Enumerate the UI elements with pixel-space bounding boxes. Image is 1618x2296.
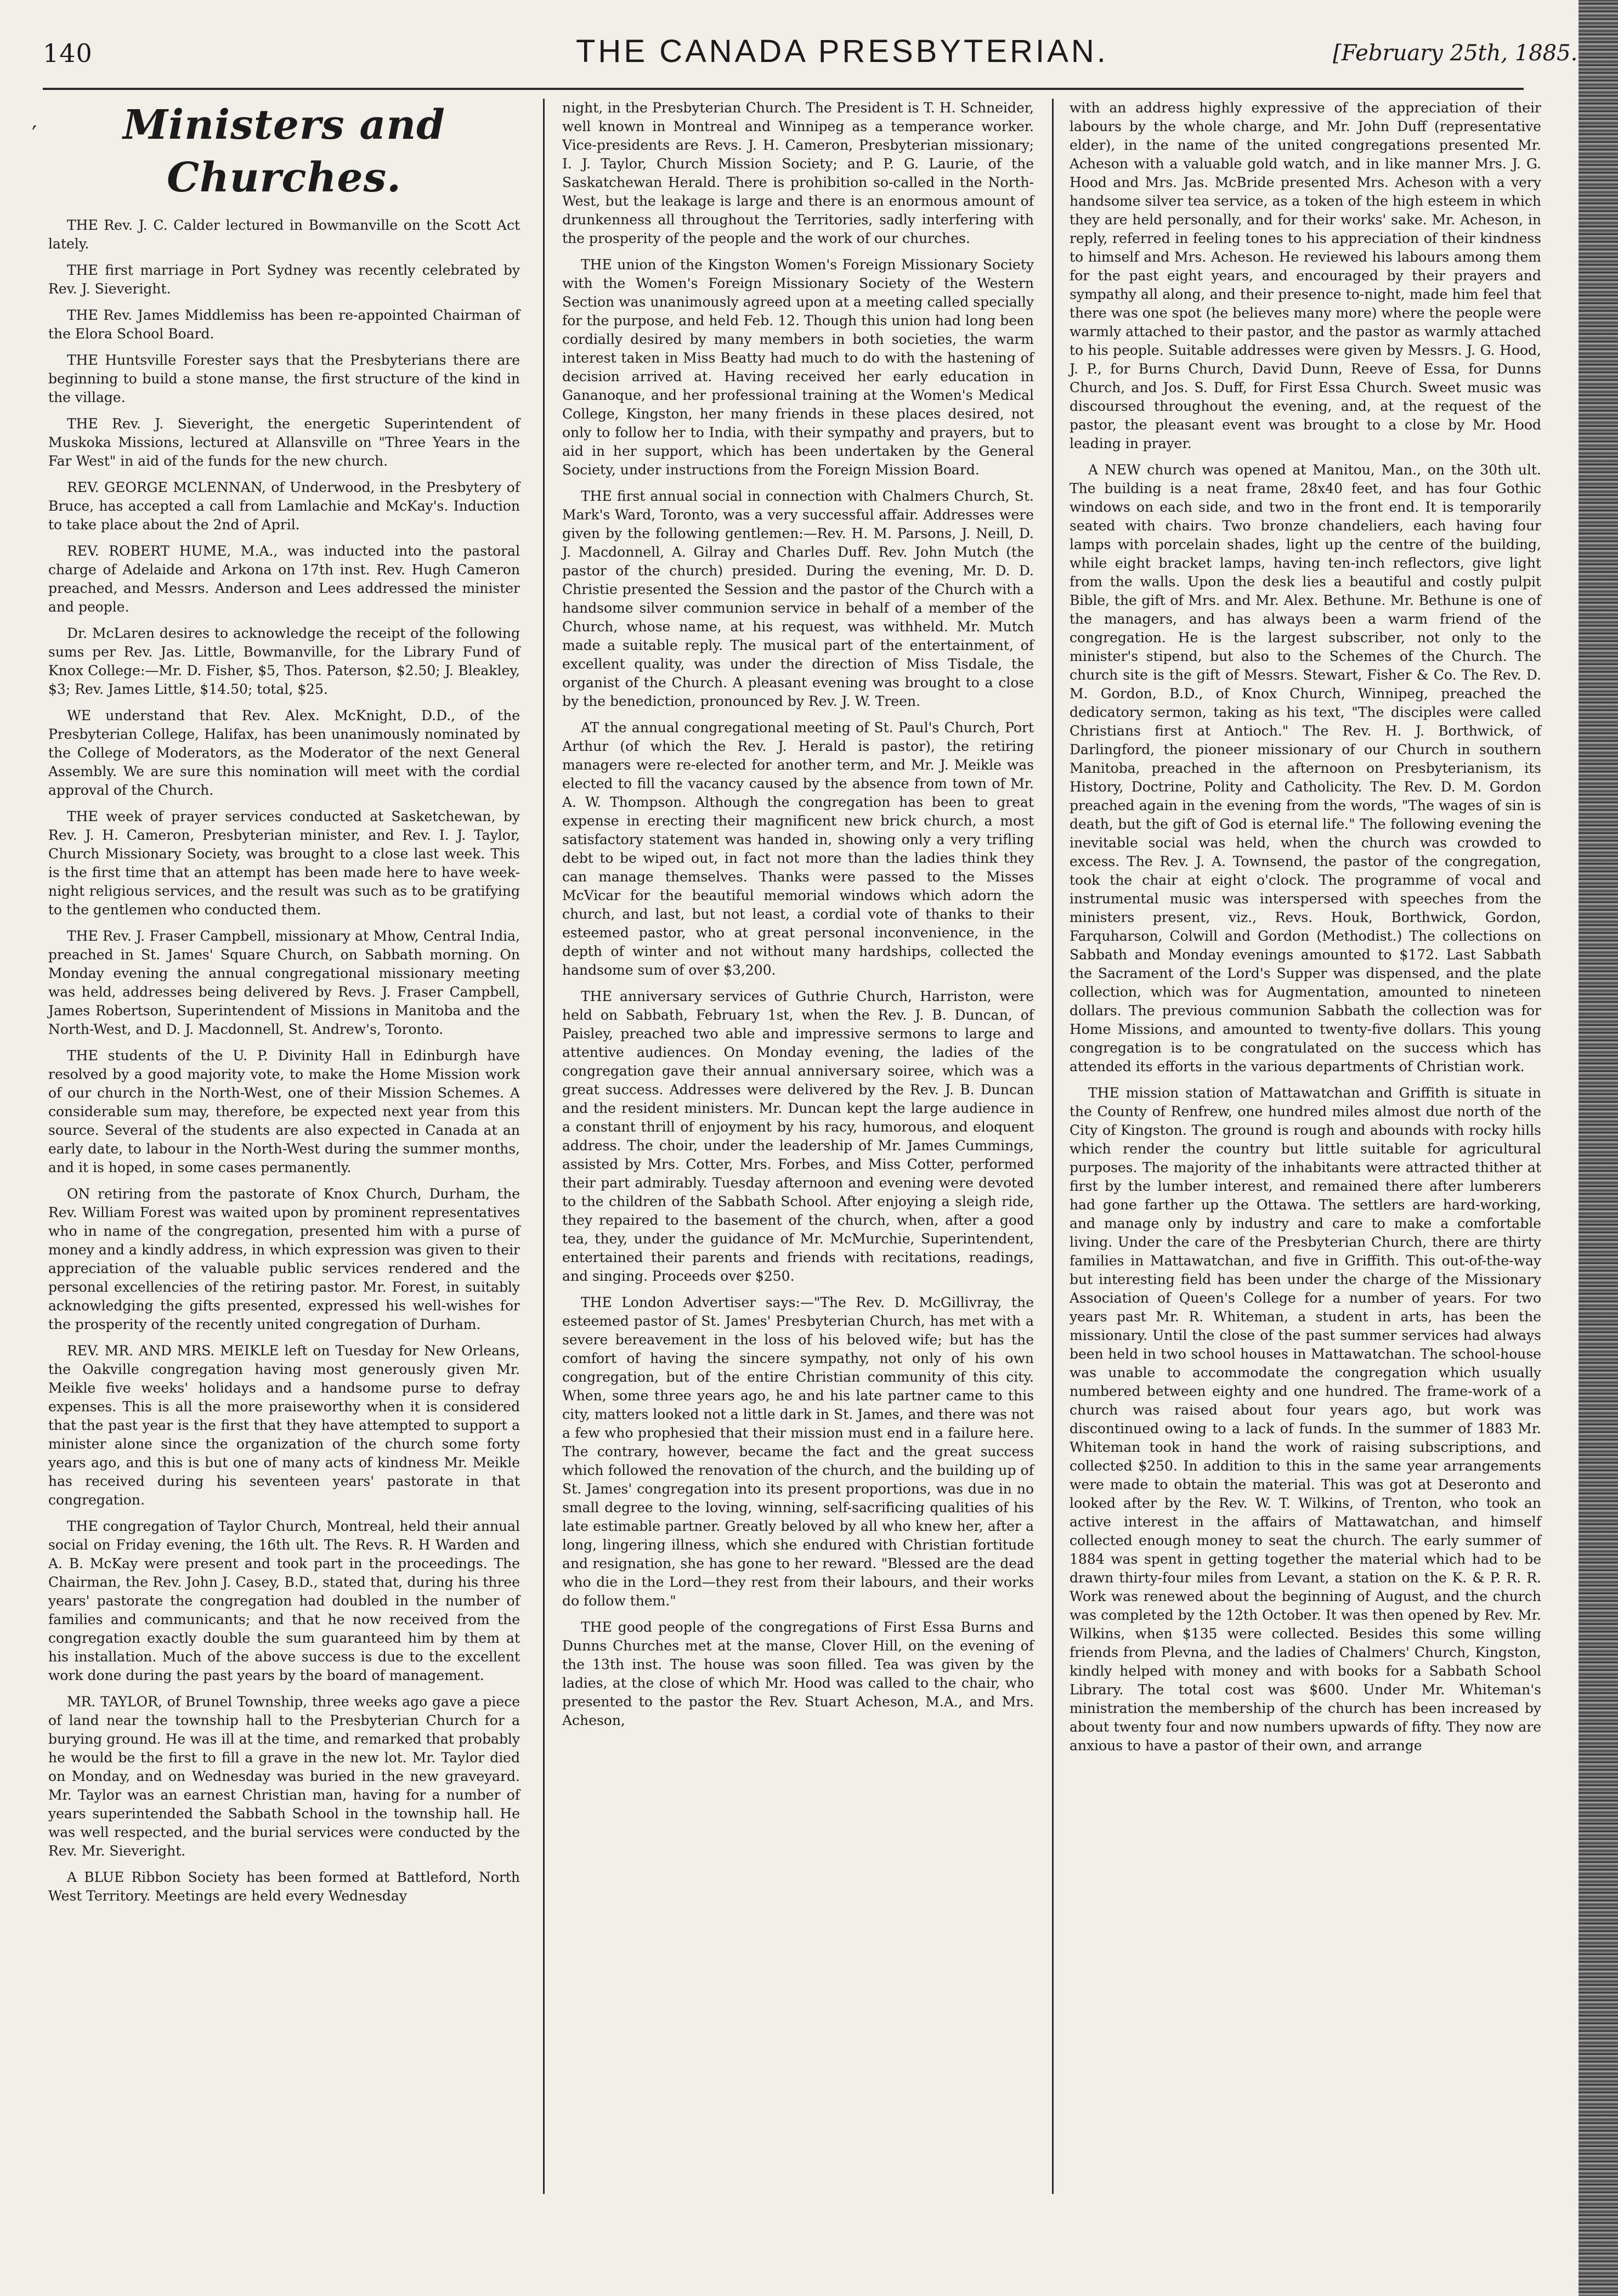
publication-title: THE CANADA PRESBYTERIAN.	[576, 33, 1108, 69]
article-paragraph: THE anniversary services of Guthrie Church, Harriston, were held on Sabbath, February 1st, when the Rev. J. B. Duncan, of Paisley, preached two able and impressive sermons to large and attentive audiences. On Monday evening, the ladies of the congregation gave their annual anniversary soiree, which was a great success. Addresses were delivered by the Rev. J. B. Duncan and the resident ministers. Mr. Duncan kept the large audience in a constant thrill of enjoyment by his racy, humorous, and eloquent address. The choir, under the leadership of Mr. James Cummings, assisted by Mrs. Cotter, Mrs. Forbes, and Miss Cotter, performed their part admirably. Tuesday afternoon and evening were devoted to the children of the Sabbath School. After enjoying a sleigh ride, they repaired to the basement of the church, when, after a good tea, they, under the guidance of Mr. McMurchie, Superintendent, entertained their parents and friends with recitations, readings, and singing. Proceeds over $250.	[562, 988, 1034, 1284]
article-paragraph: THE first annual social in connection with Chalmers Church, St. Mark's Ward, Toronto, was a very successful affair. Addresses were given by the following gentlemen:—Rev. H. M. Parsons, J. Neill, D. J. Macdonnell, A. Gilray and Charles Duff. Rev. John Mutch (the pastor of the church) presided. During the evening, Mr. D. D. Christie presented the Session and the pastor of the Church with a handsome silver communion service in behalf of a member of the Church, whose name, at his request, was withheld. Mr. Mutch made a suitable reply. The musical part of the entertainment, of excellent quality, was under the direction of Miss Tisdale, the organist of the Church. A pleasant evening was brought to a close by the benediction, pronounced by Rev. J. W. Treen.	[562, 488, 1034, 709]
column-1	[48, 99, 520, 1913]
column-rule-1	[543, 99, 545, 2194]
article-paragraph: THE London Advertiser says:—"The Rev. D. McGillivray, the esteemed pastor of St. James' Presbyterian Church, has met with a severe bereavement in the loss of his beloved wife; but has the comfort of having the sincere sympathy, not only of his own congregation, but of the entire Christian community of this city. When, some three years ago, he and his late partner came to this city, matters looked not a little dark in St. James, and there was not a few who prophesied that their mission must end in a failure here. The contrary, however, became the fact and the great success which followed the renovation of the church, and the building up of St. James' congregation into its present proportions, was due in no small degree to the loving, winning, self-sacrificing qualities of his late estimable partner. Greatly beloved by all who knew her, after a long, lingering illness, which she endured with Christian fortitude and resignation, she has gone to her reward. "Blessed are the dead who die in the Lord—they rest from their labours, and their works do follow them."	[562, 1294, 1034, 1609]
column-3	[1070, 99, 1541, 1763]
article-paragraph: with an address highly expressive of the appreciation of their labours by the whole charge, and Mr. John Duff (representative elder), in the name of the united congregations presented Mr. Acheson with a valuable gold watch, and in like manner Mrs. J. G. Hood and Mrs. Jas. McBride presented Mrs. Acheson with a very handsome silver tea service, as a token of the high esteem in which they are held personally, and for their works' sake. Mr. Acheson, in reply, referred in feeling tones to his appreciation of their kindness to himself and Mrs. Acheson. He reviewed his labours among them for the past eight years, and encouraged by their prayers and sympathy all along, and their presence to-night, made him feel that there was one spot (he believes many more) where the people were warmly attached to their pastor, and the pastor as warmly attached to his people. Suitable addresses were given by Messrs. J. G. Hood, J. P., for Burns Church, David Dunn, Reeve of Essa, for Dunns Church, and Jos. S. Duff, for First Essa Church. Sweet music was discoursed throughout the evening, and, at the request of the pastor, the pleasant event was brought to a close by Mr. Hood leading in prayer.	[1070, 100, 1541, 451]
article-paragraph: THE Huntsville Forester says that the Presbyterians there are beginning to build a stone manse, the first structure of the kind in the village.	[48, 352, 520, 405]
scan-edge	[1579, 0, 1618, 2296]
article-paragraph: THE congregation of Taylor Church, Montreal, held their annual social on Friday evening, the 16th ult. The Revs. R. H Warden and A. B. McKay were present and took part in the proceedings. The Chairman, the Rev. John J. Casey, B.D., stated that, during his three years' pastorate the congregation had doubled in the number of families and communicants; and that he now received from the congregation exactly double the sum guaranteed him by them at his installation. Much of the above success is due to the excellent work done during the past years by the board of management.	[48, 1518, 520, 1683]
article-paragraph: THE students of the U. P. Divinity Hall in Edinburgh have resolved by a good majority vote, to make the Home Mission work of our church in the North-West, one of their Mission Schemes. A considerable sum may, therefore, be expected next year from this source. Several of the students are also expected in Canada at an early date, to labour in the North-West during the summer months, and it is hoped, in some cases permanently.	[48, 1048, 520, 1175]
article-paragraph: A BLUE Ribbon Society has been formed at Battleford, North West Territory. Meetings are held every Wednesday	[48, 1869, 520, 1904]
article-paragraph: THE Rev. J. Sieveright, the energetic Superintendent of Muskoka Missions, lectured at Allansville on "Three Years in the Far West" in aid of the funds for the new church.	[48, 416, 520, 469]
article-paragraph: THE union of the Kingston Women's Foreign Missionary Society with the Women's Foreign Missionary Society of the Western Section was unanimously agreed upon at a meeting called specially for the purpose, and held Feb. 12. Though this union had long been cordially desired by many members in both societies, the warm interest taken in Miss Beatty had much to do with the hastening of decision arrived at. Having received her early education in Gananoque, and her professional training at the Women's Medical College, Kingston, her many friends in these places desired, not only to follow her to India, with their sympathy and prayers, but to aid in her support, which has been undertaken by the General Society, under instructions from the Foreign Mission Board.	[562, 257, 1034, 478]
article-paragraph: THE Rev. J. Fraser Campbell, missionary at Mhow, Central India, preached in St. James' Square Church, on Sabbath morning. On Monday evening the annual congregational missionary meeting was held, addresses being delivered by Revs. J. Fraser Campbell, James Robertson, Superintendent of Missions in Manitoba and the North-West, and D. J. Macdonnell, St. Andrew's, Toronto.	[48, 928, 520, 1037]
article-paragraph: THE first marriage in Port Sydney was recently celebrated by Rev. J. Sieveright.	[48, 262, 520, 297]
article-paragraph: ON retiring from the pastorate of Knox Church, Durham, the Rev. William Forest was waited upon by prominent representatives who in name of the congregation, presented him with a purse of money and a kindly address, in which expression was given to their appreciation of the valuable public services rendered and the personal excellencies of the retiring pastor. Mr. Forest, in suitably acknowledging the gifts presented, expressed his well-wishes for the prosperity of the recently united congregation of Durham.	[48, 1186, 520, 1332]
article-paragraph: A NEW church was opened at Manitou, Man., on the 30th ult. The building is a neat frame, 28x40 feet, and has four Gothic windows on each side, and two in the front end. It is temporarily seated with chairs. Two bronze chandeliers, each having four lamps with porcelain shades, light up the centre of the building, while eight bracket lamps, having ten-inch reflectors, give light from the walls. Upon the desk lies a beautiful and costly pulpit Bible, the gift of Mrs. and Mr. Alex. Bethune. Mr. Bethune is one of the managers, and has always been a warm friend of the congregation. He is the largest subscriber, not only to the minister's stipend, but also to the Schemes of the Church. The church site is the gift of Messrs. Stewart, Fisher & Co. The Rev. D. M. Gordon, B.D., of Knox Church, Winnipeg, preached the dedicatory sermon, taking as his text, "The disciples were called Christians first at Antioch." The Rev. H. J. Borthwick, of Darlingford, the pioneer missionary of our Church in southern Manitoba, preached in the afternoon on Presbyterianism, its History, Doctrine, Polity and Catholicity. The Rev. D. M. Gordon preached again in the evening from the words, "The wages of sin is death, but the gift of God is eternal life." The following evening the inevitable social was held, when the church was crowded to excess. The Rev. J. A. Townsend, the pastor of the congregation, took the chair at eight o'clock. The programme of vocal and instrumental music was interspersed with speeches from the ministers present, viz., Revs. Houk, Borthwick, Gordon, Farquharson, Colwill and Gordon (Methodist.) The collections on Sabbath and Monday evenings amounted to $172. Last Sabbath the Sacrament of the Lord's Supper was dispensed, and the plate collection, which was for Augmentation, amounted to nineteen dollars. The previous communion Sabbath the collection was for Home Missions, and amounted to twenty-five dollars. This young congregation is to be congratulated on the success which has attended its efforts in the various departments of Christian work.	[1070, 462, 1541, 1075]
article-paragraph: THE mission station of Mattawatchan and Griffith is situate in the County of Renfrew, one hundred miles almost due north of the City of Kingston. The ground is rough and abounds with rocky hills which render the country but little suitable for agricultural purposes. The majority of the inhabitants were attracted thither at first by the lumber interest, and remained there after lumberers had gone farther up the Ottawa. The settlers are hard-working, and manage only by industry and care to make a comfortable living. Under the care of the Presbyterian Church, there are thirty families in Mattawatchan, and five in Griffith. This out-of-the-way but interesting field has been under the charge of the Missionary Association of Queen's College for a number of years. For two years past Mr. R. Whiteman, a student in arts, has been the missionary. Until the close of the past summer services had always been held in two school houses in Mattawatchan. The school-house was unable to accommodate the congregation which usually numbered between eighty and one hundred. The frame-work of a church was raised about four years ago, but work was discontinued owing to a lack of funds. In the summer of 1883 Mr. Whiteman took in hand the work of raising subscriptions, and collected $250. In addition to this in the same year arrangements were made to obtain the material. This was got at Deseronto and looked after by the Rev. W. T. Wilkins, of Trenton, who took an active interest in the affairs of Mattawatchan, and himself collected enough money to seat the church. The early summer of 1884 was spent in getting together the material which had to be drawn thirty-four miles from Levant, a station on the K. & P. R. R. Work was renewed about the beginning of August, and the church was completed by the 12th October. It was then opened by Rev. Mr. Wilkins, when $135 were collected. Besides this some willing friends from Plevna, and the ladies of Chalmers' Church, Kingston, kindly helped with money and with books for a Sabbath School Library. The total cost was $600. Under Mr. Whiteman's ministration the membership of the church has been increased by about twenty four and now numbers upwards of fifty. They now are anxious to have a pastor of their own, and arrange	[1070, 1085, 1541, 1754]
article-paragraph: Dr. McLaren desires to acknowledge the receipt of the following sums per Rev. Jas. Little, Bowmanville, for the Library Fund of Knox College:—Mr. D. Fisher, $5, Thos. Paterson, $2.50; J. Bleakley, $3; Rev. James Little, $14.50; total, $25.	[48, 625, 520, 697]
column-2	[562, 99, 1034, 1738]
header-rule	[43, 88, 1524, 90]
article-paragraph: WE understand that Rev. Alex. McKnight, D.D., of the Presbyterian College, Halifax, has been unanimously nominated by the College of Moderators, as the Moderator of the next General Assembly. We are sure this nomination will meet with the cordial approval of the Church.	[48, 708, 520, 798]
article-paragraph: night, in the Presbyterian Church. The President is T. H. Schneider, well known in Montreal and Winnipeg as a temperance worker. Vice-presidents are Revs. J. H. Cameron, Presbyterian missionary; I. J. Taylor, Church Mission Society; and P. G. Laurie, of the Saskatchewan Herald. There is prohibition so-called in the North-West, but the leakage is large and there is an enormous amount of drunkenness all throughout the Territories, sadly interfering with the prosperity of the people and the work of our churches.	[562, 100, 1034, 246]
section-title: Ministers and Churches.	[123, 101, 445, 201]
page-number: 140	[43, 38, 93, 68]
article-paragraph: REV. MR. AND MRS. MEIKLE left on Tuesday for New Orleans, the Oakville congregation having most generously given Mr. Meikle five weeks' holidays and a handsome purse to defray expenses. This is all the more praiseworthy when it is considered that the past year is the first that they have attempted to support a minister alone since the organization of the church some forty years ago, and this is but one of many acts of kindness Mr. Meikle has received during his seventeen years' pastorate in that congregation.	[48, 1343, 520, 1508]
issue-date: [February 25th, 1885.	[1333, 41, 1578, 66]
margin-mark: ′	[32, 122, 37, 147]
column-rule-2	[1052, 99, 1054, 2194]
article-paragraph: THE Rev. James Middlemiss has been re-appointed Chairman of the Elora School Board.	[48, 307, 520, 342]
article-paragraph: THE week of prayer services conducted at Sasketchewan, by Rev. J. H. Cameron, Presbyterian minister, and Rev. I. J. Taylor, Church Missionary Society, was brought to a close last week. This is the first time that an attempt has been made here to have week-night religious services, and the result was such as to be gratifying to the gentlemen who conducted them.	[48, 808, 520, 918]
article-paragraph: REV. GEORGE MCLENNAN, of Underwood, in the Presbytery of Bruce, has accepted a call from Lamlachie and McKay's. Induction to take place about the 2nd of April.	[48, 479, 520, 533]
article-paragraph: MR. TAYLOR, of Brunel Township, three weeks ago gave a piece of land near the township hall to the Presbyterian Church for a burying ground. He was ill at the time, and remarked that probably he would be the first to fill a grave in the new lot. Mr. Taylor died on Monday, and on Wednesday was buried in the new graveyard. Mr. Taylor was an earnest Christian man, having for a number of years superintended the Sabbath School in the township hall. He was well respected, and the burial services were conducted by the Rev. Mr. Sieveright.	[48, 1694, 520, 1859]
article-paragraph: THE Rev. J. C. Calder lectured in Bowmanville on the Scott Act lately.	[48, 217, 520, 252]
article-paragraph: AT the annual congregational meeting of St. Paul's Church, Port Arthur (of which the Rev. J. Herald is pastor), the retiring managers were re-elected for another term, and Mr. J. Meikle was elected to fill the vacancy caused by the absence from town of Mr. A. W. Thompson. Although the congregation has been to great expense in erecting their magnificent new brick church, a most satisfactory statement was handed in, showing only a very trifling debt to be wiped out, in fact not more than the ladies think they can manage themselves. Thanks were passed to the Misses McVicar for the beautiful memorial windows which adorn the church, and last, but not least, a cordial vote of thanks to their esteemed pastor, who at great personal inconvenience, in the depth of winter and not without many hardships, collected the handsome sum of over $3,200.	[562, 720, 1034, 978]
article-paragraph: THE good people of the congregations of First Essa Burns and Dunns Churches met at the manse, Clover Hill, on the evening of the 13th inst. The house was soon filled. Tea was given by the ladies, at the close of which Mr. Hood was called to the chair, who presented to the pastor the Rev. Stuart Acheson, M.A., and Mrs. Acheson,	[562, 1619, 1034, 1728]
article-paragraph: REV. ROBERT HUME, M.A., was inducted into the pastoral charge of Adelaide and Arkona on 17th inst. Rev. Hugh Cameron preached, and Messrs. Anderson and Lees addressed the minister and people.	[48, 543, 520, 615]
